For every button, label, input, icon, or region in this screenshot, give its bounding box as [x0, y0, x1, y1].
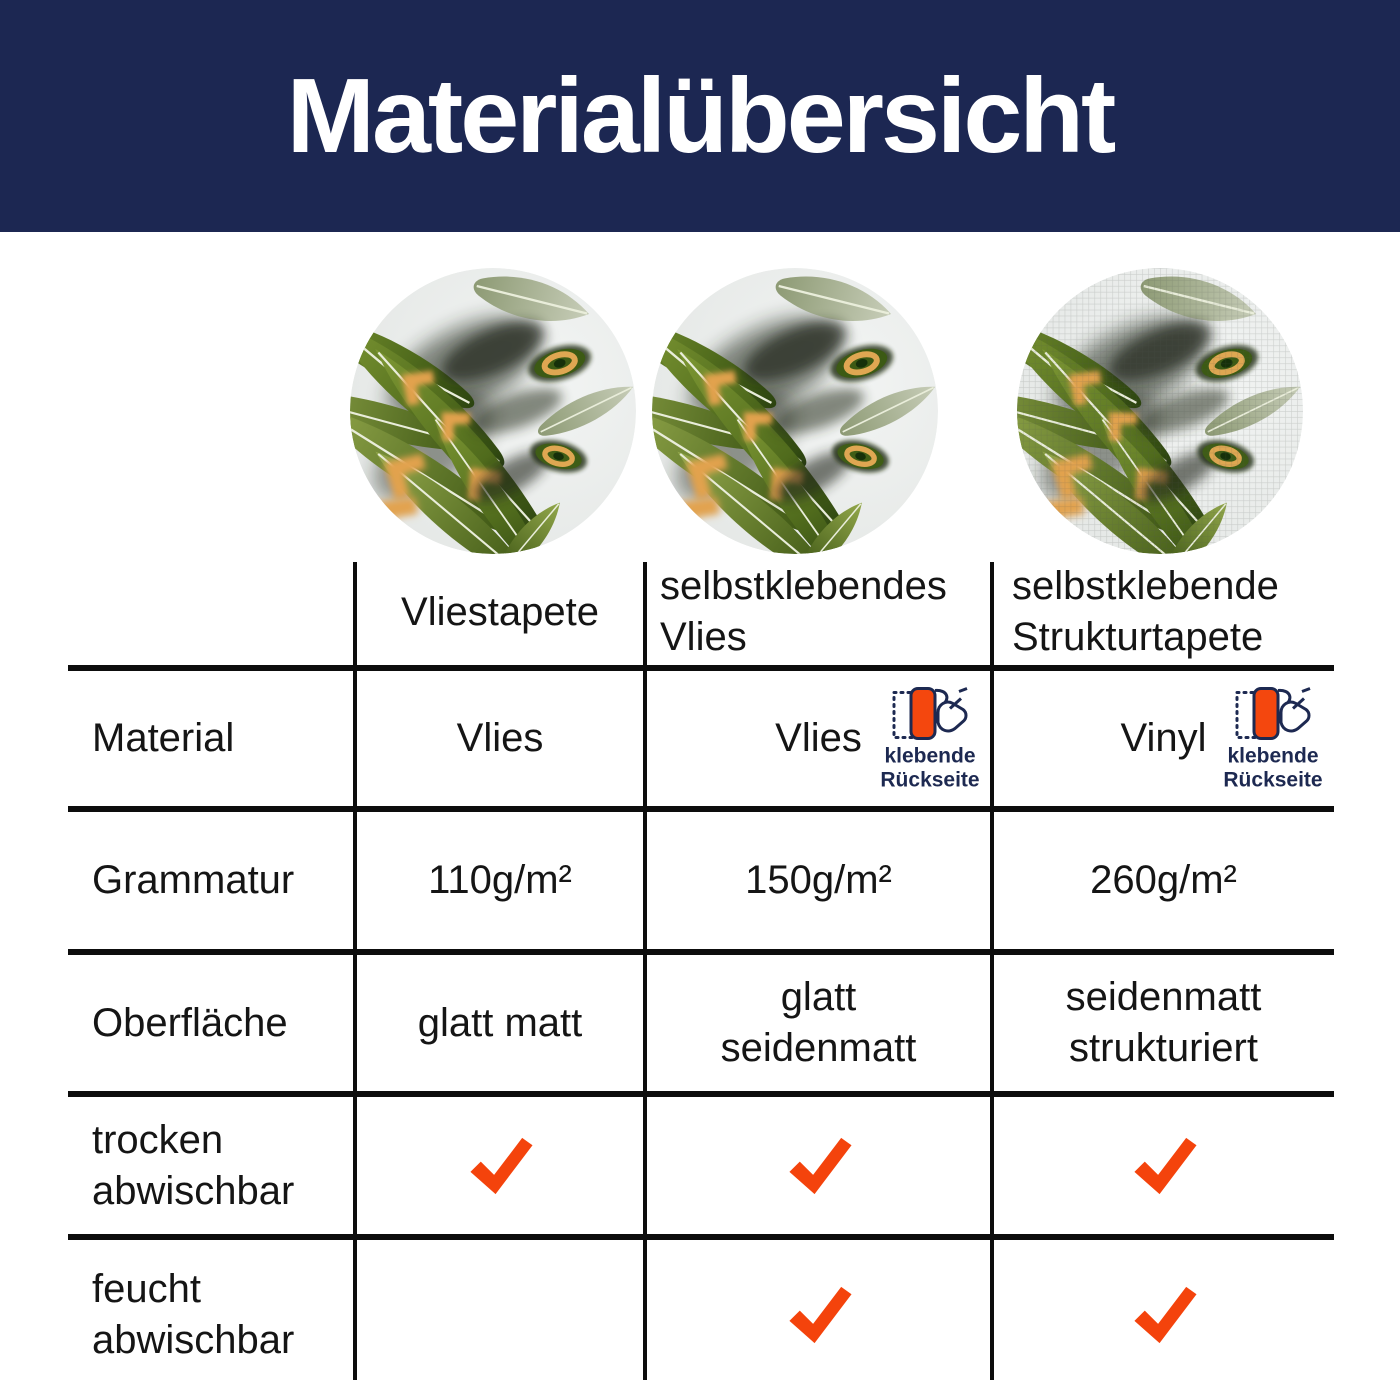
- cell-value: Vinyl: [1120, 716, 1207, 760]
- cell-oberflaeche-strukturtapete: [994, 955, 1333, 1091]
- peacock-feather-image: [652, 268, 938, 554]
- banner: [0, 0, 1400, 232]
- cell-oberflaeche-selbstklebendes-vlies: [647, 955, 990, 1091]
- product-swatch-selbstklebendes-vlies: [652, 268, 938, 554]
- cell-feucht-strukturtapete: [994, 1240, 1333, 1390]
- row-label-text: Oberfläche: [92, 1000, 288, 1045]
- check-icon: [782, 1281, 856, 1349]
- cell-value: 110g/m²: [428, 858, 572, 902]
- row-label-line: trocken: [92, 1117, 224, 1162]
- column-header-strukturtapete: [1012, 562, 1332, 662]
- column-header-line: selbstklebendes: [660, 564, 947, 608]
- badge-text-line: klebende: [1227, 744, 1319, 767]
- cell-value: Vlies: [456, 716, 544, 760]
- cell-grammatur-vliestapete: [357, 812, 643, 949]
- badge-text-line: Rückseite: [880, 768, 980, 791]
- peacock-feather-image: [350, 268, 636, 554]
- cell-value: 150g/m²: [745, 858, 892, 902]
- column-header-line: Strukturtapete: [1012, 615, 1264, 659]
- cell-feucht-selbstklebendes-vlies: [647, 1240, 990, 1390]
- cell-oberflaeche-vliestapete: [357, 955, 643, 1091]
- cell-feucht-vliestapete-empty: [357, 1240, 643, 1390]
- adhesive-back-badge: [1218, 685, 1328, 792]
- cell-value-line: strukturiert: [1069, 1026, 1258, 1070]
- column-header-vliestapete: [357, 562, 643, 662]
- cell-trocken-strukturtapete: [994, 1097, 1333, 1234]
- cell-value-line: seidenmatt: [1065, 975, 1262, 1019]
- cell-value: 260g/m²: [1090, 858, 1237, 902]
- column-header-line: Vlies: [660, 615, 747, 659]
- adhesive-back-badge: [875, 685, 985, 792]
- cell-material-selbstklebendes-vlies: [647, 671, 990, 806]
- row-label-grammatur: [68, 812, 353, 949]
- page-title: Materialübersicht: [286, 56, 1114, 175]
- cell-value-line: glatt: [780, 975, 857, 1019]
- row-label-feucht-abwischbar: [68, 1240, 353, 1390]
- product-swatch-strukturtapete: [1017, 268, 1303, 554]
- cell-grammatur-strukturtapete: [994, 812, 1333, 949]
- row-label-text: Material: [92, 716, 235, 760]
- cell-material-vliestapete: [357, 671, 643, 806]
- check-icon: [782, 1132, 856, 1200]
- adhesive-back-icon: [1233, 685, 1313, 743]
- row-label-line: abwischbar: [92, 1318, 295, 1362]
- column-header-line: Vliestapete: [401, 589, 599, 634]
- row-label-trocken-abwischbar: [68, 1097, 353, 1234]
- cell-trocken-selbstklebendes-vlies: [647, 1097, 990, 1234]
- product-swatch-vliestapete: [350, 268, 636, 554]
- row-label-text: Grammatur: [92, 858, 295, 902]
- adhesive-back-icon: [890, 685, 970, 743]
- row-label-line: abwischbar: [92, 1168, 295, 1213]
- column-header-selbstklebendes-vlies: [660, 562, 986, 662]
- check-icon: [1127, 1281, 1201, 1349]
- badge-text-line: klebende: [884, 744, 976, 767]
- peacock-feather-image-textured: [1017, 268, 1303, 554]
- cell-value-line: seidenmatt: [720, 1026, 917, 1070]
- cell-value-line: glatt matt: [417, 1000, 583, 1045]
- cell-material-strukturtapete: [994, 671, 1333, 806]
- cell-value: Vlies: [775, 716, 862, 760]
- cell-trocken-vliestapete: [357, 1097, 643, 1234]
- badge-text-line: Rückseite: [1223, 768, 1323, 791]
- check-icon: [1127, 1132, 1201, 1200]
- row-label-line: feucht: [92, 1267, 201, 1311]
- row-label-material: [68, 671, 353, 806]
- row-label-oberflaeche: [68, 955, 353, 1091]
- check-icon: [463, 1132, 537, 1200]
- column-header-line: selbstklebende: [1012, 564, 1279, 608]
- cell-grammatur-selbstklebendes-vlies: [647, 812, 990, 949]
